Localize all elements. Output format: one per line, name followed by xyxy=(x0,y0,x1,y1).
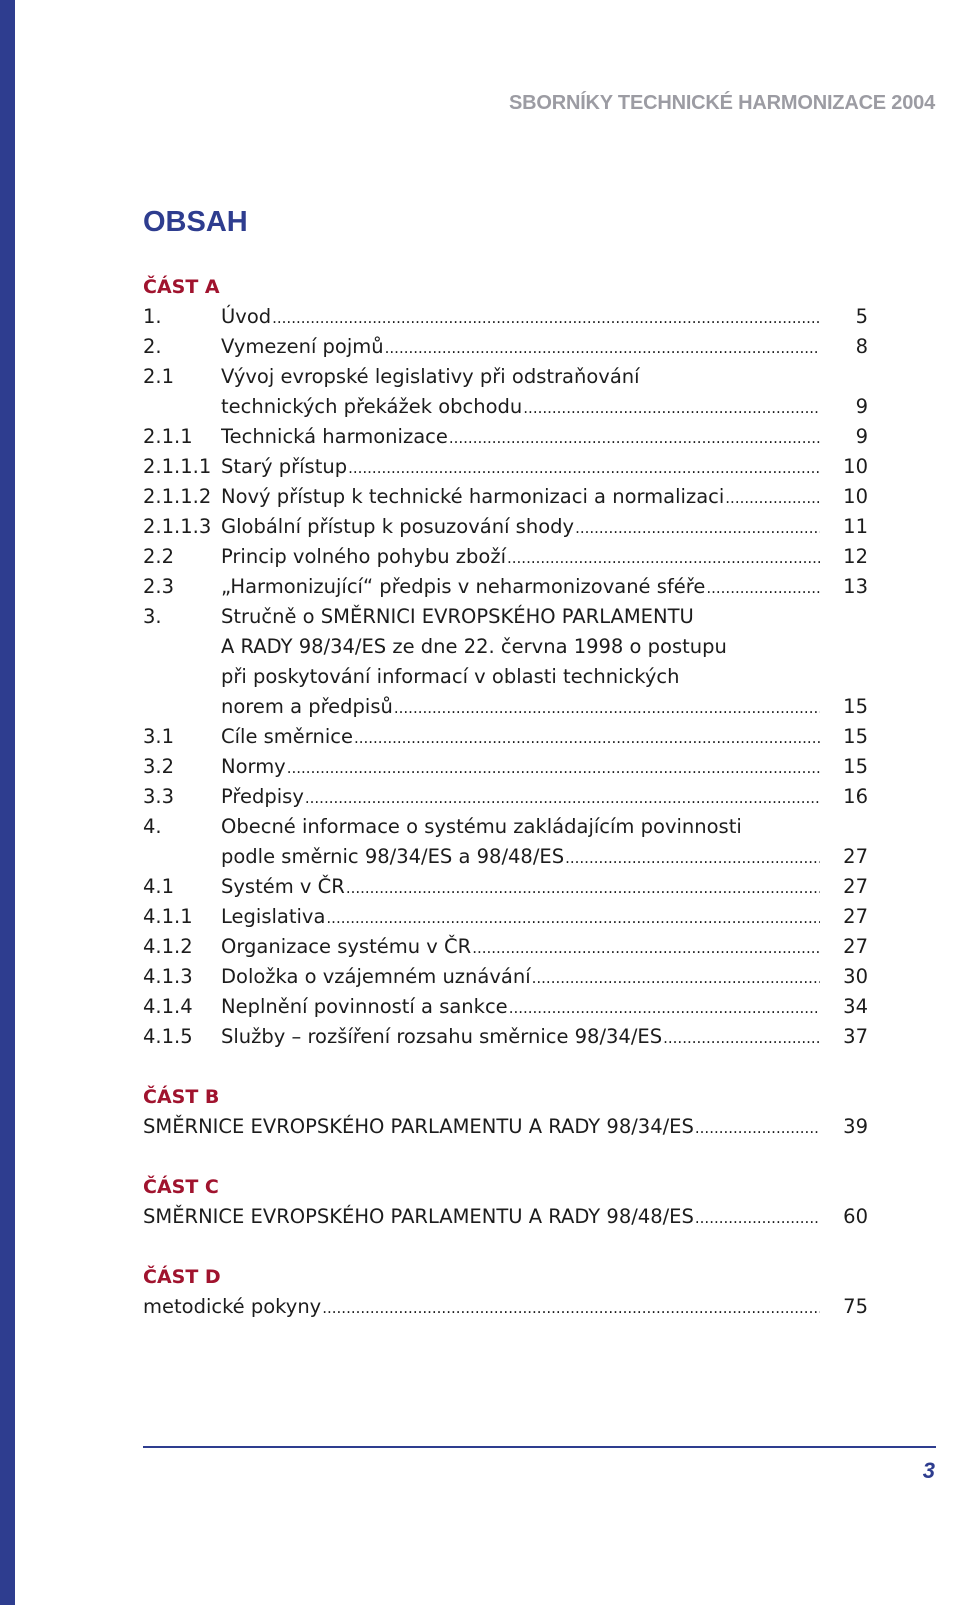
toc-entry[interactable] xyxy=(143,452,868,482)
leader-dots xyxy=(345,873,820,903)
toc-entry-title: při poskytování informací v oblasti technických xyxy=(221,665,680,688)
toc-entry-number: 2.1.1.2 xyxy=(143,485,212,508)
toc-entry-page: 27 xyxy=(843,905,868,928)
footer-rule xyxy=(143,1446,936,1448)
toc-entry-title: Globální přístup k posuzování shody xyxy=(221,515,575,538)
leader-dots xyxy=(448,423,820,453)
toc-entry xyxy=(143,362,868,392)
toc-entry-page: 9 xyxy=(855,395,868,418)
toc-entry-number: 4.1.1 xyxy=(143,905,193,928)
toc-entry-page: 30 xyxy=(843,965,868,988)
leader-dots xyxy=(325,903,820,933)
toc-entry-part-c[interactable] xyxy=(143,1202,868,1232)
toc-entry-number: 2.3 xyxy=(143,575,175,598)
spacer xyxy=(143,1142,868,1172)
toc-entry-page: 5 xyxy=(855,305,868,328)
toc-entry[interactable] xyxy=(143,482,868,512)
toc-entry-title: metodické pokyny xyxy=(143,1295,322,1318)
toc-entry-title: SMĚRNICE EVROPSKÉHO PARLAMENTU A RADY 98/48/ES xyxy=(143,1205,694,1228)
left-accent-bar xyxy=(0,0,15,1605)
toc-entry-page: 8 xyxy=(855,335,868,358)
toc-entry[interactable] xyxy=(143,842,868,872)
toc-entry-page: 27 xyxy=(843,845,868,868)
toc-entry-number: 4.1.2 xyxy=(143,935,193,958)
toc-entry-number: 3.1 xyxy=(143,725,175,748)
toc-entry-title: Neplnění povinností a sankce xyxy=(221,995,508,1018)
toc-entry-title: Legislativa xyxy=(221,905,326,928)
toc-entry-title: Stručně o SMĚRNICI EVROPSKÉHO PARLAMENTU xyxy=(221,605,694,628)
toc-entry-title: technických překážek obchodu xyxy=(221,395,523,418)
toc-entry-number: 2. xyxy=(143,335,162,358)
toc-entry[interactable] xyxy=(143,392,868,422)
leader-dots xyxy=(531,963,820,993)
leader-dots xyxy=(353,723,820,753)
running-header: SBORNÍKY TECHNICKÉ HARMONIZACE 2004 xyxy=(508,92,935,114)
toc-entry-title: A RADY 98/34/ES ze dne 22. června 1998 o postupu xyxy=(221,635,727,658)
toc-entry xyxy=(143,632,868,662)
toc-entry-page: 16 xyxy=(843,785,868,808)
toc-entry-title: Obecné informace o systému zakládajícím povinnosti xyxy=(221,815,742,838)
toc-entry-part-d[interactable] xyxy=(143,1292,868,1322)
toc-entry-title: podle směrnic 98/34/ES a 98/48/ES xyxy=(221,845,565,868)
toc-entry-number: 2.1.1.3 xyxy=(143,515,212,538)
leader-dots xyxy=(662,1023,820,1053)
toc-entry-title: Princip volného pohybu zboží xyxy=(221,545,506,568)
toc-entry-page: 15 xyxy=(843,755,868,778)
leader-dots xyxy=(506,543,820,573)
toc-entry[interactable] xyxy=(143,422,868,452)
leader-dots xyxy=(574,513,820,543)
leader-dots xyxy=(321,1293,820,1323)
spacer xyxy=(143,1052,868,1082)
leader-dots xyxy=(471,933,820,963)
toc-entry-page: 37 xyxy=(843,1025,868,1048)
toc-entry[interactable] xyxy=(143,332,868,362)
toc-entry-page: 10 xyxy=(843,485,868,508)
toc-entry xyxy=(143,602,868,632)
toc-entry xyxy=(143,812,868,842)
page-number: 3 xyxy=(922,1458,935,1483)
toc-entry[interactable] xyxy=(143,902,868,932)
toc-entry-title: Vymezení pojmů xyxy=(221,335,384,358)
toc-entry-number: 4. xyxy=(143,815,162,838)
toc-entry-page: 27 xyxy=(843,875,868,898)
leader-dots xyxy=(564,843,820,873)
toc-entry-page: 15 xyxy=(843,725,868,748)
toc-entry-number: 2.2 xyxy=(143,545,175,568)
toc-entry-title: Cíle směrnice xyxy=(221,725,353,748)
toc-entry-title: SMĚRNICE EVROPSKÉHO PARLAMENTU A RADY 98/34/ES xyxy=(143,1115,694,1138)
toc-entry-part-b[interactable] xyxy=(143,1112,868,1142)
toc-entry-page: 9 xyxy=(855,425,868,448)
toc-entry-page: 13 xyxy=(843,575,868,598)
part-a-heading: ČÁST A xyxy=(143,276,220,298)
toc-entry-title: Systém v ČR xyxy=(221,875,345,898)
toc-entry-number: 4.1.4 xyxy=(143,995,193,1018)
toc-entry-page: 27 xyxy=(843,935,868,958)
toc-entry-page: 34 xyxy=(843,995,868,1018)
leader-dots xyxy=(393,693,820,723)
toc-entry[interactable] xyxy=(143,302,868,332)
toc-entry-title: norem a předpisů xyxy=(221,695,393,718)
toc-entry-title: „Harmonizující“ předpis v neharmonizované sféře xyxy=(221,575,706,598)
toc-entry-title: Předpisy xyxy=(221,785,304,808)
toc-entry-page: 15 xyxy=(843,695,868,718)
toc-entry-page: 12 xyxy=(843,545,868,568)
leader-dots xyxy=(271,303,820,333)
leader-dots xyxy=(724,483,820,513)
leader-dots xyxy=(508,993,820,1023)
page-title: OBSAH xyxy=(143,206,248,238)
spacer xyxy=(143,1232,868,1262)
leader-dots xyxy=(304,783,820,813)
leader-dots xyxy=(522,393,820,423)
leader-dots xyxy=(705,573,820,603)
toc-entry-number: 3.2 xyxy=(143,755,175,778)
toc-entry-number: 2.1 xyxy=(143,365,175,388)
toc-entry-page: 39 xyxy=(843,1115,868,1138)
toc-entry[interactable] xyxy=(143,782,868,812)
toc-entry-number: 1. xyxy=(143,305,162,328)
toc-entry-title: Nový přístup k technické harmonizaci a normalizaci xyxy=(221,485,725,508)
toc-entry[interactable] xyxy=(143,1022,868,1052)
toc-entry-number: 4.1 xyxy=(143,875,175,898)
toc-entry[interactable] xyxy=(143,932,868,962)
toc-entry-page: 11 xyxy=(843,515,868,538)
toc-entry-number: 2.1.1.1 xyxy=(143,455,212,478)
leader-dots xyxy=(694,1113,820,1143)
part-b-heading: ČÁST B xyxy=(143,1086,220,1108)
part-c-heading: ČÁST C xyxy=(143,1176,219,1198)
toc-entry[interactable] xyxy=(143,692,868,722)
toc-entry-title: Organizace systému v ČR xyxy=(221,935,472,958)
toc-entry[interactable] xyxy=(143,992,868,1022)
part-d-heading: ČÁST D xyxy=(143,1266,221,1288)
leader-dots xyxy=(347,453,820,483)
toc-entry-title: Doložka o vzájemném uznávání xyxy=(221,965,531,988)
toc-entry-number: 4.1.5 xyxy=(143,1025,193,1048)
toc-entry-number: 4.1.3 xyxy=(143,965,193,988)
toc-entry-number: 3.3 xyxy=(143,785,175,808)
toc-entry[interactable] xyxy=(143,962,868,992)
toc-entry-title: Technická harmonizace xyxy=(221,425,448,448)
leader-dots xyxy=(384,333,820,363)
toc-entry-number: 2.1.1 xyxy=(143,425,193,448)
toc-entry-page: 75 xyxy=(843,1295,868,1318)
toc-entry xyxy=(143,662,868,692)
toc-entry-number: 3. xyxy=(143,605,162,628)
leader-dots xyxy=(694,1203,820,1233)
toc-entry-title: Normy xyxy=(221,755,286,778)
toc-entry[interactable] xyxy=(143,722,868,752)
leader-dots xyxy=(286,753,820,783)
toc-entry-page: 60 xyxy=(843,1205,868,1228)
toc-entry-title: Vývoj evropské legislativy při odstraňování xyxy=(221,365,640,388)
toc-entry[interactable] xyxy=(143,872,868,902)
toc-entry-title: Starý přístup xyxy=(221,455,348,478)
toc-entry-title: Služby – rozšíření rozsahu směrnice 98/34/ES xyxy=(221,1025,663,1048)
toc-entry[interactable] xyxy=(143,572,868,602)
table-of-contents xyxy=(143,272,868,1322)
toc-entry-page: 10 xyxy=(843,455,868,478)
toc-entry[interactable] xyxy=(143,542,868,572)
toc-entry[interactable] xyxy=(143,512,868,542)
part-a-entries xyxy=(143,302,868,1052)
toc-entry[interactable] xyxy=(143,752,868,782)
toc-entry-title: Úvod xyxy=(221,305,272,328)
